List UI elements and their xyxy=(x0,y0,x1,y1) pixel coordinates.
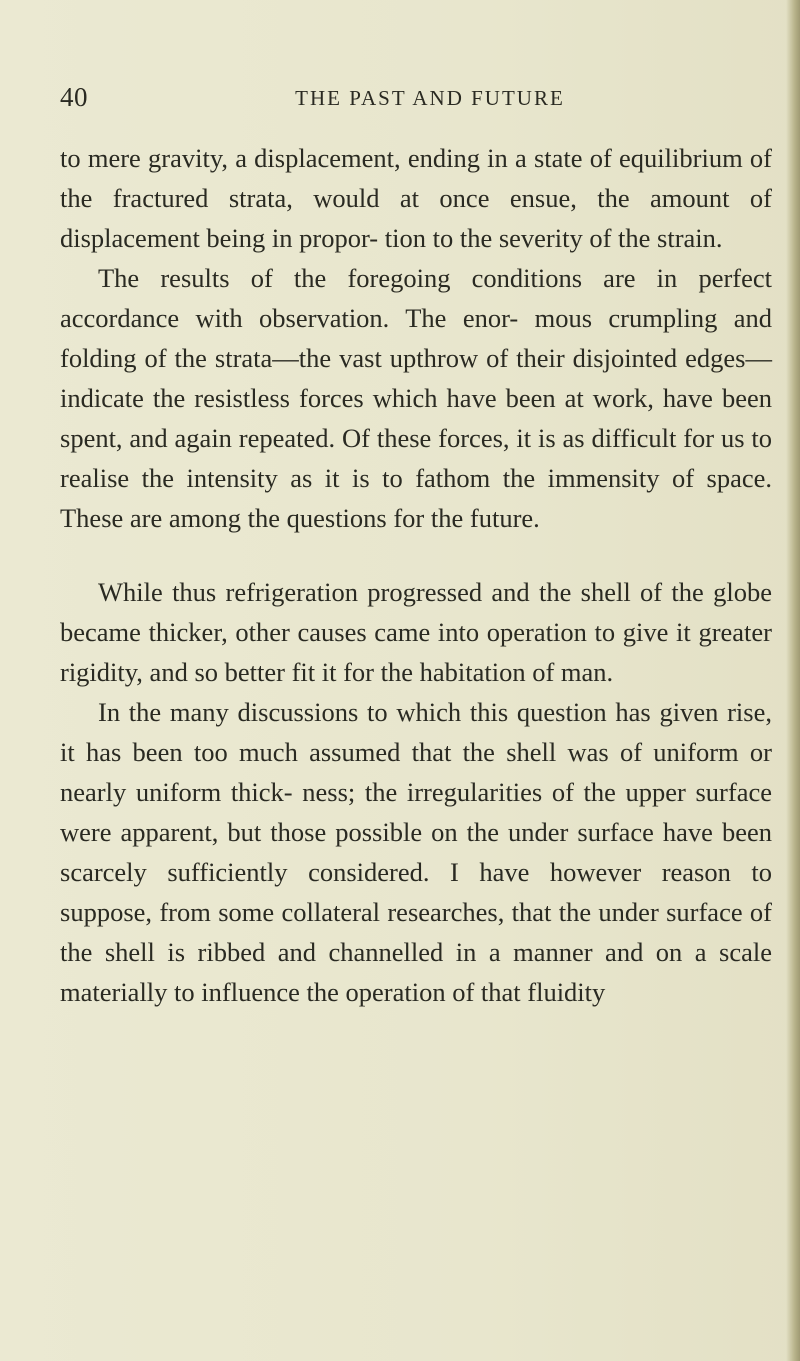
body-text xyxy=(60,138,772,1012)
page-header xyxy=(60,82,760,122)
paragraph-4: In the many discussions to which this question has given rise, it has been too much assumed that the shell was of uniform or nearly uniform thick- ness; the irregularities of the upper surface were apparent, but those possible on the under surface have been scarcely sufficiently considered. I have however reason to suppose, from some collateral researches, that the under surface of the shell is ribbed and channelled in a manner and on a scale materially to influence the operation of that fluidity xyxy=(60,697,772,1007)
paragraph-1: to mere gravity, a displacement, ending in a state of equilibrium of the fractured strata, would at once ensue, the amount of displacement being in propor- tion to the severity of the strain. xyxy=(60,143,772,253)
section-break xyxy=(60,538,772,572)
page-number: 40 xyxy=(60,82,88,112)
paragraph-3: While thus refrigeration progressed and the shell of the globe became thicker, other causes came into operation to give it greater rigidity, and so better fit it for the habitation of man. xyxy=(60,577,772,687)
paragraph-2: The results of the foregoing conditions are in perfect accordance with observation. The enor- mous crumpling and folding of the strata—the vast upthrow of their disjointed edges—indicate the resistless forces which have been at work, have been spent, and again repeated. Of these forces, it is as difficult for us to realise the intensity as it is to fathom the immensity of space. These are among the questions for the future. xyxy=(60,263,772,533)
running-title: THE PAST AND FUTURE xyxy=(295,86,565,110)
page-edge-shadow xyxy=(786,0,800,1361)
